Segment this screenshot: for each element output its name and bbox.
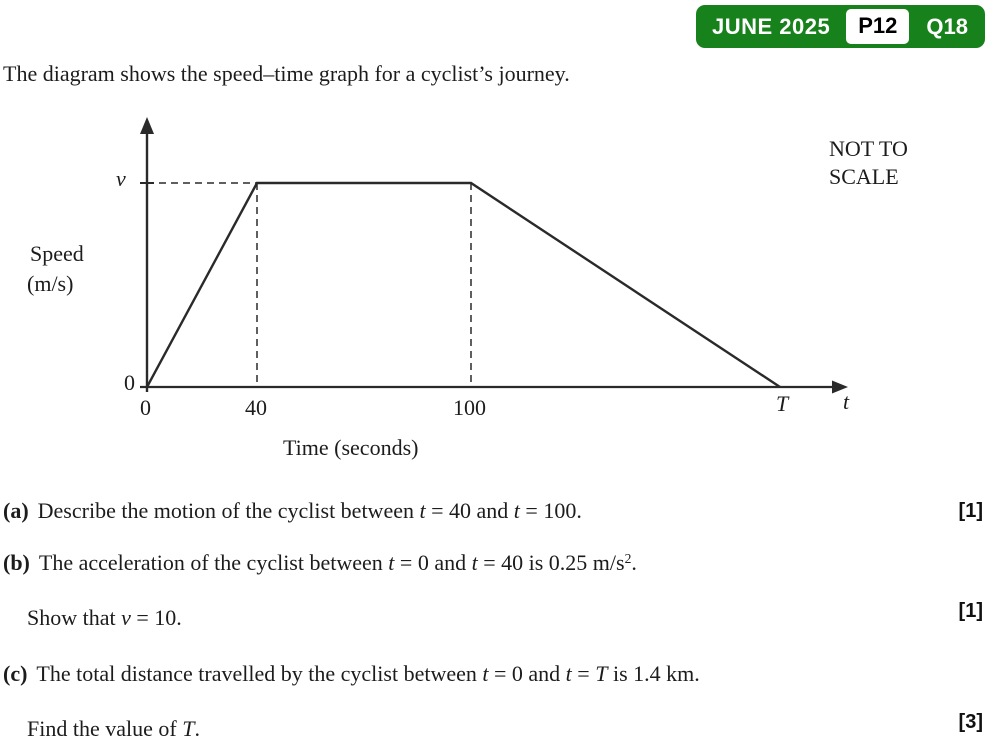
question-a: (a) Describe the motion of the cyclist between t = 40 and t = 100.	[3, 498, 582, 523]
x-tick-100: 100	[453, 395, 486, 420]
marks-badge-a: [1]	[958, 500, 983, 522]
exam-badge	[696, 5, 985, 48]
marks-badge-c: [3]	[958, 711, 983, 733]
question-b-line2: Show that v = 10.	[27, 605, 182, 630]
y-axis-title-line2: (m/s)	[27, 271, 74, 296]
x-tick-0: 0	[140, 395, 151, 420]
question-a-marker: (a)	[3, 498, 29, 523]
question-c-line2: Find the value of T.	[27, 716, 200, 741]
question-c: (c) The total distance travelled by the cyclist between t = 0 and t = T is 1.4 km.	[3, 661, 700, 686]
intro-text: The diagram shows the speed–time graph for a cyclist’s journey.	[3, 61, 570, 86]
speed-curve	[147, 183, 780, 387]
badge-session-label: JUNE 2025	[712, 13, 831, 39]
question-a-text: Describe the motion of the cyclist between	[37, 498, 420, 523]
x-axis-variable-label: t	[843, 389, 850, 414]
badge-paper-label: P12	[846, 9, 909, 43]
badge-question-label: Q18	[926, 13, 968, 39]
question-b-marker: (b)	[3, 550, 30, 575]
not-to-scale-line1: NOT TO	[829, 136, 908, 161]
x-tick-40: 40	[245, 395, 267, 420]
question-c-marker: (c)	[3, 661, 28, 686]
superscript-2: 2	[624, 550, 632, 566]
y-axis-title-line1: Speed	[30, 241, 84, 266]
question-c-text: The total distance travelled by the cyclist between	[36, 661, 483, 686]
marks-badge-b: [1]	[958, 600, 983, 622]
x-axis-title: Time (seconds)	[283, 435, 419, 460]
not-to-scale-line2: SCALE	[829, 164, 899, 189]
x-tick-T: T	[776, 391, 789, 416]
v-axis-value-label: v	[116, 166, 126, 191]
question-b-text: The acceleration of the cyclist between	[38, 550, 389, 575]
y-axis-zero-label: 0	[124, 370, 135, 395]
y-axis-arrow-icon	[140, 117, 154, 134]
question-b: (b) The acceleration of the cyclist between t = 0 and t = 40 is 0.25 $m/s^2$.	[3, 550, 637, 575]
